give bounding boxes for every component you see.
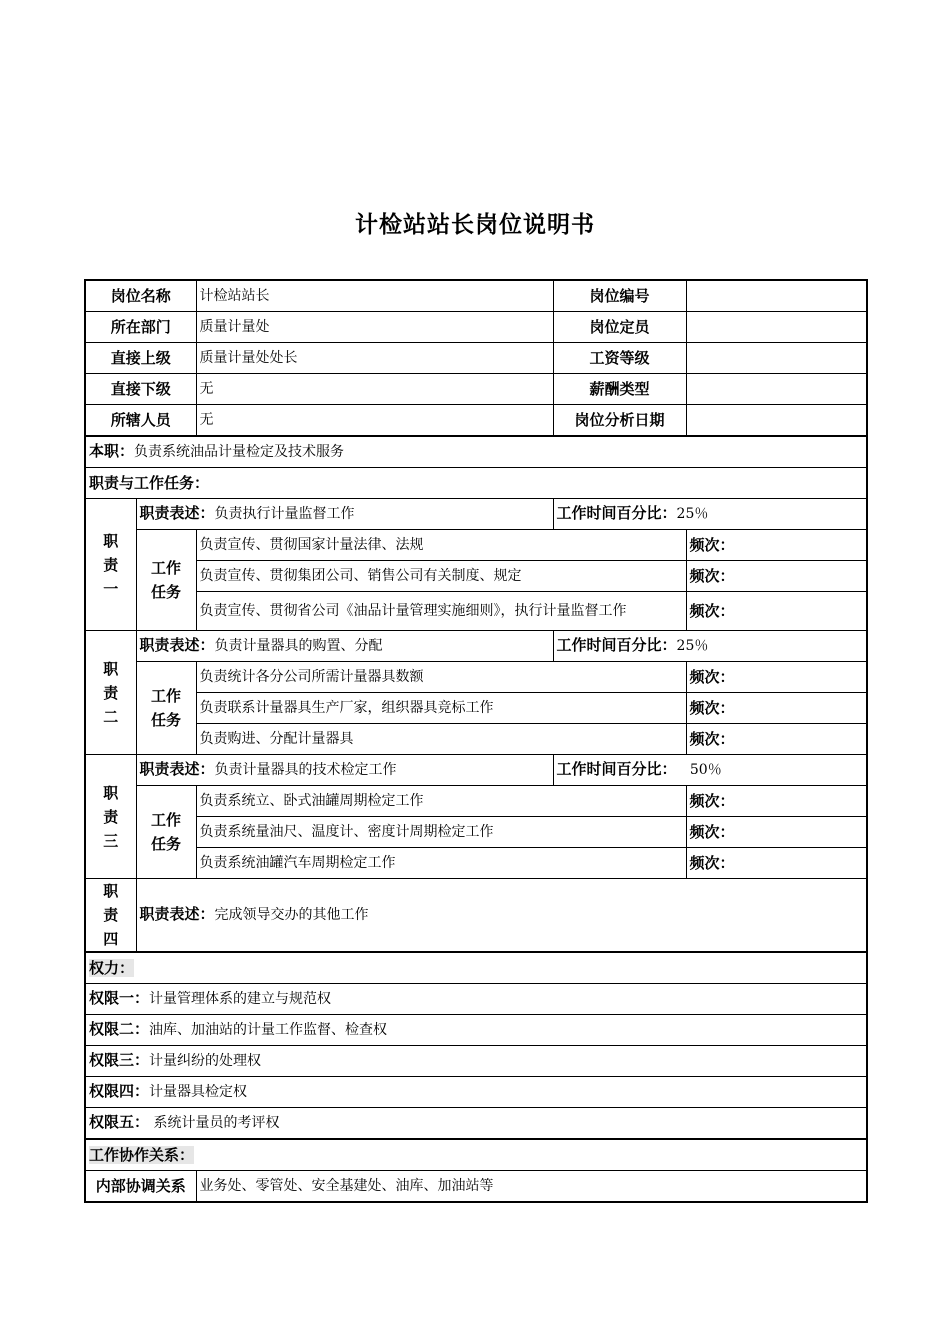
power-3: 权限三：计量纠纷的处理权 <box>85 1046 867 1077</box>
position-name-label: 岗位名称 <box>85 280 196 312</box>
duty-main-text: 负责系统油品计量检定及技术服务 <box>134 444 345 460</box>
internal-relation-text: 业务处、零管处、安全基建处、油库、加油站等 <box>196 1171 867 1203</box>
duty-3-task-1-freq: 频次： <box>686 786 867 817</box>
duty-4-name: 职 责 四 <box>85 879 136 953</box>
duty-main-row <box>85 436 867 468</box>
duty-3-task-1: 负责系统立、卧式油罐周期检定工作 <box>196 786 686 817</box>
dept-value: 质量计量处 <box>196 312 553 343</box>
power-2: 权限二：油库、加油站的计量工作监督、检查权 <box>85 1015 867 1046</box>
duty-main-label: 本职： <box>89 442 135 460</box>
wage-label: 工资等级 <box>553 343 686 374</box>
duty-3-task-3: 负责系统油罐汽车周期检定工作 <box>196 848 686 879</box>
job-description-table <box>84 279 868 1203</box>
duties-header: 职责与工作任务： <box>85 468 867 499</box>
duty-1-percent: 工作时间百分比：25％ <box>553 499 867 530</box>
relation-header: 工作协作关系： <box>85 1139 867 1171</box>
power-4: 权限四：计量器具检定权 <box>85 1077 867 1108</box>
superior-label: 直接上级 <box>85 343 196 374</box>
duty-2-name: 职 责 二 <box>85 631 136 755</box>
power-1: 权限一：计量管理体系的建立与规范权 <box>85 984 867 1015</box>
duty-1-name: 职 责 一 <box>85 499 136 631</box>
quota-value <box>686 312 867 343</box>
duty-2-statement: 职责表述：负责计量器具的购置、分配 <box>136 631 553 662</box>
duty-1-task-2: 负责宣传、贯彻集团公司、销售公司有关制度、规定 <box>196 561 686 592</box>
staff-label: 所辖人员 <box>85 405 196 437</box>
staff-value: 无 <box>196 405 553 437</box>
analysis-date-value <box>686 405 867 437</box>
duty-3-task-3-freq: 频次： <box>686 848 867 879</box>
duty-2-task-1: 负责统计各分公司所需计量器具数额 <box>196 662 686 693</box>
duty-2-task-3-freq: 频次： <box>686 724 867 755</box>
duty-2-percent: 工作时间百分比：25％ <box>553 631 867 662</box>
wage-value <box>686 343 867 374</box>
position-no-label: 岗位编号 <box>553 280 686 312</box>
superior-value: 质量计量处处长 <box>196 343 553 374</box>
analysis-date-label: 岗位分析日期 <box>553 405 686 437</box>
salary-type-value <box>686 374 867 405</box>
internal-relation-label: 内部协调关系 <box>85 1171 196 1203</box>
power-header: 权力： <box>85 952 867 984</box>
position-no-value <box>686 280 867 312</box>
duty-1-task-3: 负责宣传、贯彻省公司《油品计量管理实施细则》，执行计量监督工作 <box>196 592 686 631</box>
dept-label: 所在部门 <box>85 312 196 343</box>
duty-3-task-label: 工作 任务 <box>136 786 196 879</box>
duty-3-percent: 工作时间百分比： 50％ <box>553 755 867 786</box>
page-title: 计检站站长岗位说明书 <box>355 212 595 238</box>
duty-3-statement: 职责表述：负责计量器具的技术检定工作 <box>136 755 553 786</box>
duty-1-task-3-freq: 频次： <box>686 592 867 631</box>
duty-2-task-1-freq: 频次： <box>686 662 867 693</box>
subordinate-value: 无 <box>196 374 553 405</box>
duty-1-task-label: 工作 任务 <box>136 530 196 631</box>
duty-3-task-2: 负责系统量油尺、温度计、密度计周期检定工作 <box>196 817 686 848</box>
salary-type-label: 薪酬类型 <box>553 374 686 405</box>
position-name-value: 计检站站长 <box>196 280 553 312</box>
duty-4-statement: 职责表述：完成领导交办的其他工作 <box>136 879 867 953</box>
duty-1-task-1: 负责宣传、贯彻国家计量法律、法规 <box>196 530 686 561</box>
duty-3-name: 职 责 三 <box>85 755 136 879</box>
duty-1-statement: 职责表述：负责执行计量监督工作 <box>136 499 553 530</box>
duty-2-task-label: 工作 任务 <box>136 662 196 755</box>
quota-label: 岗位定员 <box>553 312 686 343</box>
duty-2-task-2-freq: 频次： <box>686 693 867 724</box>
duty-3-task-2-freq: 频次： <box>686 817 867 848</box>
duty-2-task-3: 负责购进、分配计量器具 <box>196 724 686 755</box>
duty-1-task-1-freq: 频次： <box>686 530 867 561</box>
subordinate-label: 直接下级 <box>85 374 196 405</box>
power-5: 权限五： 系统计量员的考评权 <box>85 1108 867 1140</box>
duty-1-task-2-freq: 频次： <box>686 561 867 592</box>
duty-2-task-2: 负责联系计量器具生产厂家，组织器具竞标工作 <box>196 693 686 724</box>
